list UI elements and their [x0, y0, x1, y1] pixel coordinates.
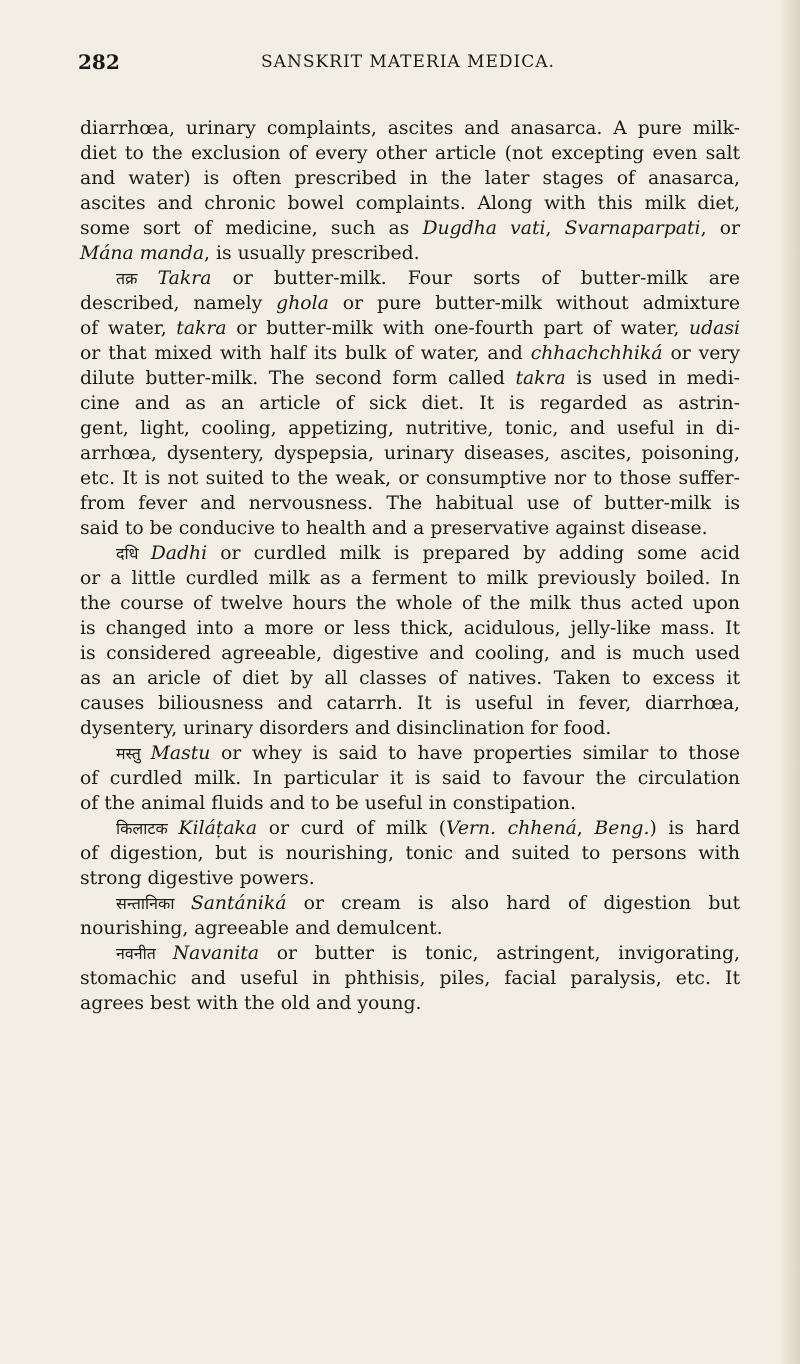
italic-term: Beng.: [594, 818, 650, 839]
text-run: dysentery, urinary disorders and disinclination for food.: [80, 718, 612, 739]
text-run: ,: [576, 818, 595, 839]
text-line: [80, 416, 740, 441]
italic-term: chhachchhiká: [530, 343, 663, 364]
italic-term: ghola: [276, 293, 329, 314]
italic-term: Dadhi: [150, 543, 208, 564]
italic-term: udasi: [689, 318, 740, 339]
text-line: [80, 216, 740, 241]
text-line: [80, 266, 740, 291]
italic-term: Vern. chhená: [446, 818, 577, 839]
italic-term: Navanita: [172, 943, 260, 964]
running-head: SANSKRIT MATERIA MEDICA.: [261, 52, 555, 72]
text-run: dilute butter-milk. The second form called: [80, 368, 516, 389]
text-run: arrhœa, dysentery, dyspepsia, urinary diseases, ascites, poisoning,: [80, 443, 740, 464]
text-line: [80, 241, 740, 266]
text-run: , is usually prescribed.: [204, 243, 420, 264]
text-run: or butter-milk. Four sorts of butter-milk are: [211, 268, 740, 289]
text-run: or very: [662, 343, 740, 364]
text-line: [80, 816, 740, 841]
text-run: ascites and chronic bowel complaints. Along with this milk diet,: [80, 193, 740, 214]
text-run: agrees best with the old and young.: [80, 993, 422, 1014]
text-run: some sort of medicine, such as: [80, 218, 423, 239]
text-line: [80, 966, 740, 991]
text-line: [80, 991, 740, 1016]
page-number: 282: [78, 50, 120, 74]
text-run: nourishing, agreeable and demulcent.: [80, 918, 443, 939]
text-run: of digestion, but is nourishing, tonic and suited to persons with: [80, 843, 740, 864]
text-run: cine and as an article of sick diet. It is regarded as astrin-: [80, 393, 740, 414]
text-line: [80, 941, 740, 966]
italic-term: Dugdha vati: [422, 218, 546, 239]
sanskrit-term: तक्र: [116, 269, 158, 288]
text-run: or curd of milk (: [257, 818, 447, 839]
italic-term: takra: [176, 318, 227, 339]
text-run: gent, light, cooling, appetizing, nutritive, tonic, and useful in di-: [80, 418, 740, 439]
text-run: diet to the exclusion of every other article (not excepting even salt: [80, 143, 740, 164]
sanskrit-term: सन्तानिका: [116, 894, 191, 913]
italic-term: Mána manda: [80, 243, 205, 264]
text-line: [80, 766, 740, 791]
text-run: as an aricle of diet by all classes of natives. Taken to excess it: [80, 668, 740, 689]
text-run: of the animal fluids and to be useful in constipation.: [80, 793, 576, 814]
text-run: or butter is tonic, astringent, invigorating,: [259, 943, 740, 964]
text-line: [80, 116, 740, 141]
text-line: [80, 916, 740, 941]
text-line: [80, 616, 740, 641]
italic-term: takra: [515, 368, 566, 389]
text-run: of water,: [80, 318, 177, 339]
text-line: [80, 791, 740, 816]
text-run: the course of twelve hours the whole of the milk thus acted upon: [80, 593, 740, 614]
text-run: is changed into a more or less thick, acidulous, jelly-like mass. It: [80, 618, 740, 639]
text-line: [80, 341, 740, 366]
text-run: causes biliousness and catarrh. It is useful in fever, diarrhœa,: [80, 693, 740, 714]
italic-term: Santániká: [190, 893, 287, 914]
text-run: or cream is also hard of digestion but: [286, 893, 740, 914]
text-line: [80, 591, 740, 616]
text-line: [80, 891, 740, 916]
text-line: [80, 366, 740, 391]
text-run: said to be conducive to health and a preservative against disease.: [80, 518, 708, 539]
text-line: [80, 441, 740, 466]
text-line: [80, 541, 740, 566]
text-run: is considered agreeable, digestive and cooling, and is much used: [80, 643, 740, 664]
italic-term: Kiláṭaka: [178, 818, 258, 839]
sanskrit-term: नवनीत: [116, 944, 173, 963]
italic-term: Svarnaparpati: [564, 218, 701, 239]
text-run: or a little curdled milk as a ferment to milk previously boiled. In: [80, 568, 740, 589]
text-run: and water) is often prescribed in the later stages of anasarca,: [80, 168, 740, 189]
text-run: described, namely: [80, 293, 277, 314]
text-line: [80, 866, 740, 891]
body-text: [80, 116, 740, 1016]
text-line: [80, 141, 740, 166]
text-run: ) is hard: [649, 818, 740, 839]
text-line: [80, 666, 740, 691]
text-run: strong digestive powers.: [80, 868, 315, 889]
text-run: is used in medi-: [565, 368, 740, 389]
text-run: etc. It is not suited to the weak, or consumptive nor to those suffer-: [80, 468, 740, 489]
text-line: [80, 741, 740, 766]
text-line: [80, 316, 740, 341]
text-run: , or: [700, 218, 740, 239]
text-line: [80, 166, 740, 191]
italic-term: Mastu: [150, 743, 211, 764]
text-line: [80, 691, 740, 716]
text-line: [80, 191, 740, 216]
text-run: or curdled milk is prepared by adding some acid: [207, 543, 740, 564]
text-run: from fever and nervousness. The habitual use of butter-milk is: [80, 493, 740, 514]
text-run: or that mixed with half its bulk of water, and: [80, 343, 531, 364]
italic-term: Takra: [157, 268, 212, 289]
sanskrit-term: किलाटक: [116, 819, 179, 838]
text-line: [80, 841, 740, 866]
text-line: [80, 466, 740, 491]
text-run: or butter-milk with one-fourth part of water,: [226, 318, 690, 339]
text-line: [80, 566, 740, 591]
text-line: [80, 716, 740, 741]
text-run: or pure butter-milk without admixture: [328, 293, 740, 314]
page-header: [78, 46, 738, 76]
text-run: of curdled milk. In particular it is said to favour the circulation: [80, 768, 740, 789]
text-run: diarrhœa, urinary complaints, ascites and anasarca. A pure milk-: [80, 118, 740, 139]
text-line: [80, 291, 740, 316]
text-run: ,: [545, 218, 565, 239]
text-line: [80, 391, 740, 416]
text-run: or whey is said to have properties similar to those: [210, 743, 741, 764]
page-edge-shadow: [778, 0, 800, 1364]
text-line: [80, 516, 740, 541]
text-line: [80, 491, 740, 516]
sanskrit-term: मस्तु: [116, 744, 151, 763]
text-line: [80, 641, 740, 666]
text-run: stomachic and useful in phthisis, piles, facial paralysis, etc. It: [80, 968, 740, 989]
sanskrit-term: दधि: [116, 544, 151, 563]
